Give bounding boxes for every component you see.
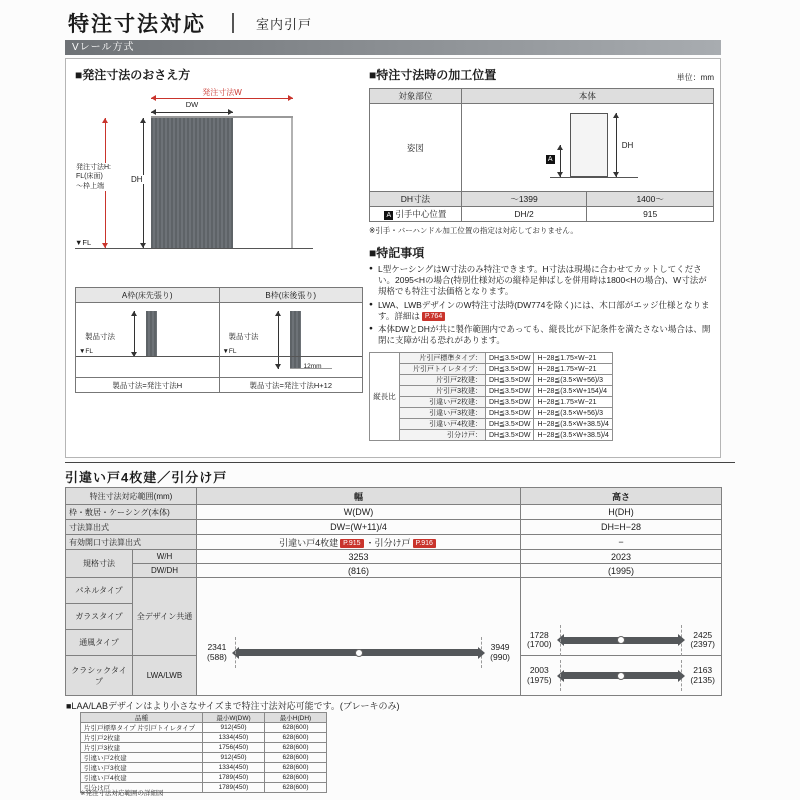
product-dim-arrow-a — [134, 311, 135, 357]
door-section-a — [146, 311, 157, 357]
std-dwdh-h: (1995) — [521, 564, 722, 578]
section2-title: 引違い戸4枚建／引分け戸 — [65, 470, 228, 485]
dh-label: DH — [131, 175, 143, 184]
calc-h-cell: DH=H−28 — [521, 520, 722, 535]
handle-value-1: DH/2 — [461, 207, 587, 222]
table-row: 片引戸2枚建 1334(450) 628(600) — [81, 733, 327, 743]
door-panel — [151, 118, 233, 248]
floor-line-a — [76, 356, 219, 357]
minimum-size-table — [80, 712, 327, 793]
order-dimension-diagram — [75, 87, 367, 273]
order-section-heading: ■発注寸法のおさえ方 — [75, 68, 191, 82]
std-wh-w: 3253 — [197, 550, 521, 564]
type-vent-label: 通風タイプ — [66, 630, 133, 656]
all-design-label: 全デザイン共通 — [133, 578, 197, 656]
classic-row-label: クラシックタイプ — [66, 656, 133, 696]
h-dh-cell: H(DH) — [521, 505, 722, 520]
section2 — [65, 462, 735, 486]
height-range-diagram-top — [521, 578, 722, 656]
frame-types-body — [76, 303, 362, 377]
offset-12mm-label: 12mm — [303, 363, 322, 370]
note-item: ● L型ケーシングはW寸法のみ特注できます。H寸法は現場に合わせてカットしてください。2095<Hの場合(特別仕様対応の縦枠足伸ばしを併用時は1800<Hの場合)、W寸法が規格でも特注寸法価格となります。 — [369, 264, 714, 298]
jamb-line — [291, 118, 293, 248]
height-bottom-max-label: 2163 (2135) — [690, 664, 715, 685]
processing-heading: ■特注寸法時の加工位置 — [369, 68, 497, 82]
dw-label: DW — [185, 100, 199, 109]
handle-value-2: 915 — [587, 207, 714, 222]
width-range-bar — [239, 649, 478, 656]
width-min-label: 2341 (588) — [207, 641, 227, 662]
processing-section — [369, 66, 714, 441]
unit-label: 単位：mm — [676, 73, 714, 82]
dw-arrow — [151, 112, 233, 113]
product-dim-label-a: 製品寸法 — [85, 332, 115, 341]
range-header: 特注寸法対応範囲(mm) — [66, 488, 197, 505]
width-header: 幅 — [197, 488, 521, 505]
fig-dh-arrow — [616, 113, 617, 177]
fl-marker-b: ▼FL — [222, 348, 237, 355]
page-subtitle: 室内引戸 — [256, 16, 313, 32]
table-row: 引違い戸3枚建 1334(450) 628(600) — [81, 763, 327, 773]
page-ref-badge-915: P.915 — [340, 539, 363, 548]
height-bottom-min-label: 2003 (1975) — [527, 664, 552, 685]
frame-b-title: B枠(床後張り) — [265, 291, 317, 300]
fl-marker: ▼FL — [75, 238, 92, 247]
calc-row-label: 寸法算出式 — [66, 520, 197, 535]
top-content-box — [65, 58, 721, 458]
std-row-label: 規格寸法 — [66, 550, 133, 578]
calc-w-cell: DW=(W+11)/4 — [197, 520, 521, 535]
frame-row-label: 枠・敷居・ケーシング(本体) — [66, 505, 197, 520]
ratio-label: 縦長比 — [370, 352, 400, 440]
floor-line-b — [220, 356, 363, 357]
notes-heading: ■特記事項 — [369, 246, 425, 260]
product-dim-label-b: 製品寸法 — [228, 332, 259, 341]
classic-design-label: LWA/LWB — [133, 656, 197, 696]
type-glass-label: ガラスタイプ — [66, 604, 133, 630]
table-row: 引違い戸2枚建 912(450) 628(600) — [81, 753, 327, 763]
a-marker-icon: A — [384, 211, 393, 220]
dh-range-1: 〜1399 — [461, 192, 587, 207]
bar-circle-icon — [355, 649, 363, 657]
handle-center-label: A 引手中心位置 — [370, 207, 462, 222]
height-range-diagram-bottom — [521, 656, 722, 696]
fig-baseline — [550, 177, 638, 178]
note-item: ● LWA、LWBデザインのW特注寸法時(DW774を除く)には、木口部がエッジ仕様となります。詳細は P.764 — [369, 300, 714, 322]
width-range-diagram — [197, 578, 521, 696]
mini-header-w: 最小W(DW) — [203, 713, 265, 723]
open-row-label: 有効開口寸法算出式 — [66, 535, 197, 550]
fig-a-arrow — [560, 145, 561, 177]
rail-method-bar: Vレール方式 — [65, 40, 721, 55]
page-ref-badge-916: P.916 — [413, 539, 436, 548]
bar-circle-icon — [617, 672, 625, 680]
body-figure — [462, 105, 713, 191]
height-top-min-label: 1728 (1700) — [527, 629, 552, 650]
frame-a-figure — [76, 303, 220, 377]
frame-b-figure — [220, 303, 363, 377]
order-h-label: 発注寸法H: FL(床面) 〜枠上端 — [76, 164, 111, 190]
height-bottom-range-bar — [564, 672, 679, 679]
frame-types-panel — [75, 287, 363, 393]
size-range-table — [65, 487, 722, 696]
type-panel-label: パネルタイプ — [66, 578, 133, 604]
processing-position-table — [369, 88, 714, 222]
mini-table-footnote: ※発注寸法対応範囲の詳細図 — [80, 790, 164, 797]
frame-types-header — [76, 288, 362, 303]
notes-list — [369, 264, 714, 347]
formula-a: 製品寸法=発注寸法H — [76, 378, 220, 392]
bar-circle-icon — [617, 636, 625, 644]
table-row: 引違い戸4枚建 1789(450) 628(600) — [81, 773, 327, 783]
order-w-arrow — [151, 98, 293, 99]
dh-range-2: 1400〜 — [587, 192, 714, 207]
frame-a-title: A枠(床先張り) — [76, 288, 220, 302]
frame-formulas — [76, 377, 362, 392]
dh-size-label: DH寸法 — [370, 192, 462, 207]
row-figure-label: 姿図 — [370, 104, 462, 192]
laa-lab-note: ■LAA/LABデザインはより小さなサイズまで特注寸法対応可能です。(ブレーキのみ) — [66, 701, 400, 711]
fig-a-label: A — [546, 155, 555, 164]
std-dwdh-label: DW/DH — [133, 564, 197, 578]
door-section-b — [290, 311, 301, 369]
order-dimension-section — [75, 66, 367, 393]
page-header — [68, 8, 312, 38]
fig-dh-label: DH — [621, 140, 634, 150]
open-w-cell: 引違い戸4枚建 P.915 ・引分け戸 P.916 — [197, 535, 521, 550]
order-w-label: 発注寸法W — [202, 88, 242, 97]
width-max-label: 3949 (990) — [490, 641, 510, 662]
product-dim-arrow-b — [278, 311, 279, 369]
col-header-body: 本体 — [461, 89, 713, 104]
title-divider — [232, 13, 234, 33]
w-dw-cell: W(DW) — [197, 505, 521, 520]
processing-note: ※引手・バーハンドル加工位置の指定は対応しておりません。 — [369, 226, 578, 235]
page-ref-badge-764: P.764 — [422, 312, 445, 321]
fl-marker-a: ▼FL — [79, 348, 94, 355]
mini-header-name: 品種 — [81, 713, 203, 723]
std-dwdh-w: (816) — [197, 564, 521, 578]
door-outline — [570, 113, 608, 177]
height-top-range-bar — [564, 637, 679, 644]
std-wh-h: 2023 — [521, 550, 722, 564]
page-title: 特注寸法対応 — [68, 13, 206, 36]
std-wh-label: W/H — [133, 550, 197, 564]
note-item: ● 本体DWとDHが共に製作範囲内であっても、縦長比が下記条件を満たさない場合は、開閉に支障が出る恐れがあります。 — [369, 324, 714, 346]
floor-line — [75, 248, 313, 249]
height-header: 高さ — [521, 488, 722, 505]
table-row: 引分け戸 1789(450) 628(600) — [81, 783, 327, 793]
open-h-cell: − — [521, 535, 722, 550]
table-row: 片引戸3枚建 1756(450) 628(600) — [81, 743, 327, 753]
table-row: 片引戸標準タイプ 片引戸トイレタイプ 912(450) 628(600) — [81, 723, 327, 733]
height-top-max-label: 2425 (2397) — [690, 629, 715, 650]
col-header-part: 対象部位 — [370, 89, 462, 104]
formula-b: 製品寸法=発注寸法H+12 — [249, 381, 333, 390]
aspect-ratio-table: 縦長比 片引戸標準タイプ： DH≦3.5×DW H−28≦1.75×W−21 片引戸トイレタイプ： DH≦3.5×DW H−28≦1.75×W−21 片引戸2枚建： DH≦3.5×DW H−28≦(3.5×W+56)/3 片引戸3枚建： DH≦3.5×DW H−28≦(3.5×W+154)/4 引違い戸2枚建： DH≦3.5×DW H−28≦1.75×W−21 引違い戸3枚建： DH≦3.5×DW H−28≦(3.5×W+56)/3 引違い戸4枚建： DH≦3.5×DW H−28≦(3.5×W+38.5)/4 引分け戸： DH≦3.5×DW H−28≦(3.5×W+38.5)/4 — [369, 352, 613, 441]
mini-header-h: 最小H(DH) — [265, 713, 327, 723]
